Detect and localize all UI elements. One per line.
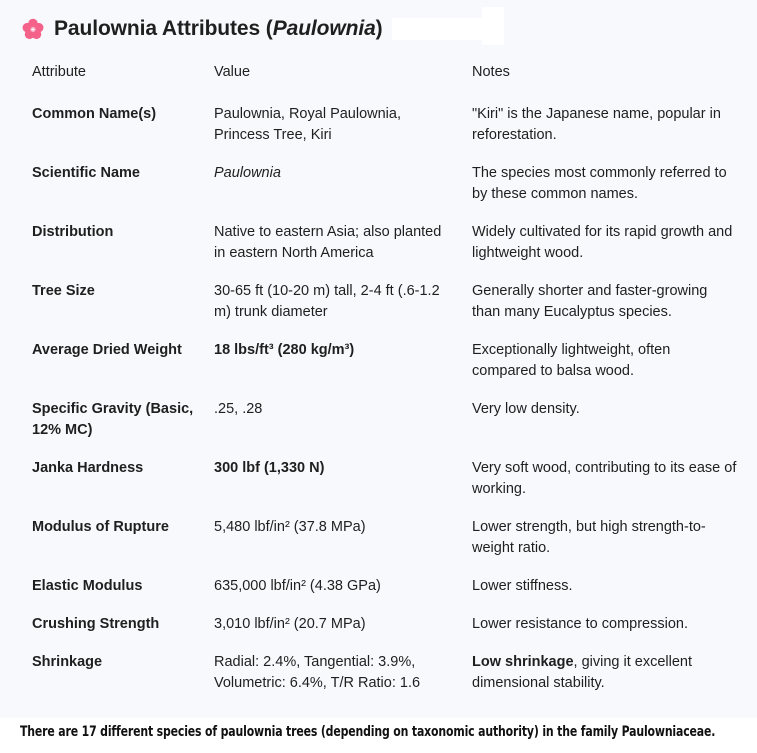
table-row bbox=[22, 606, 747, 644]
notes-cell: Lower stiffness. bbox=[472, 578, 573, 594]
attribute-cell: Average Dried Weight bbox=[32, 342, 182, 358]
redaction-block bbox=[482, 7, 504, 45]
attribute-cell: Specific Gravity (Basic, 12% MC) bbox=[32, 401, 194, 438]
attribute-cell: Janka Hardness bbox=[32, 460, 144, 476]
notes-cell: Very low density. bbox=[472, 401, 580, 417]
value-cell: 5,480 lbf/in² (37.8 MPa) bbox=[214, 519, 366, 535]
table-row bbox=[22, 155, 747, 214]
table-row bbox=[22, 644, 747, 703]
redaction-block bbox=[392, 18, 482, 40]
notes-text: , giving it excellent dimensional stability. bbox=[472, 654, 693, 691]
attribute-cell: Scientific Name bbox=[32, 165, 140, 181]
attribute-cell: Elastic Modulus bbox=[32, 578, 143, 594]
column-header-attribute: Attribute bbox=[32, 64, 86, 80]
notes-emphasis: Low shrinkage bbox=[472, 654, 574, 670]
notes-cell: "Kiri" is the Japanese name, popular in reforestation. bbox=[472, 106, 721, 143]
notes-cell: Widely cultivated for its rapid growth and lightweight wood. bbox=[472, 224, 733, 261]
table-row bbox=[22, 214, 747, 273]
column-header-notes: Notes bbox=[472, 64, 510, 80]
table-row bbox=[22, 391, 747, 450]
value-cell: Native to eastern Asia; also planted in eastern North America bbox=[214, 224, 442, 261]
value-cell: 18 lbs/ft³ (280 kg/m³) bbox=[214, 342, 355, 358]
table-row bbox=[22, 568, 747, 606]
table-row bbox=[22, 509, 747, 568]
page-header bbox=[22, 14, 383, 44]
image-caption: There are 17 different species of paulownia trees (depending on taxonomic authority) in the family Paulowniaceae. bbox=[20, 724, 716, 740]
value-cell: 635,000 lbf/in² (4.38 GPa) bbox=[214, 578, 381, 594]
table-header-row bbox=[22, 55, 747, 96]
notes-cell: Very soft wood, contributing to its ease of working. bbox=[472, 460, 737, 497]
page-title: Paulownia Attributes (Paulownia) bbox=[54, 17, 383, 40]
table-row bbox=[22, 332, 747, 391]
notes-cell: Lower resistance to compression. bbox=[472, 616, 688, 632]
notes-cell: The species most commonly referred to by these common names. bbox=[472, 165, 727, 202]
attribute-cell: Common Name(s) bbox=[32, 106, 157, 122]
value-cell: Paulownia bbox=[214, 165, 281, 181]
notes-cell bbox=[462, 644, 747, 703]
table-row bbox=[22, 96, 747, 155]
table-row bbox=[22, 450, 747, 509]
notes-cell: Exceptionally lightweight, often compared to balsa wood. bbox=[472, 342, 671, 379]
attributes-table bbox=[22, 55, 747, 703]
table-row bbox=[22, 273, 747, 332]
attribute-cell: Crushing Strength bbox=[32, 616, 160, 632]
cherry-blossom-icon bbox=[22, 18, 44, 40]
attribute-cell: Shrinkage bbox=[32, 654, 103, 670]
value-cell: .25, .28 bbox=[214, 401, 263, 417]
column-header-value: Value bbox=[214, 64, 251, 80]
attribute-cell: Distribution bbox=[32, 224, 114, 240]
notes-cell: Lower strength, but high strength-to-weight ratio. bbox=[472, 519, 706, 556]
value-cell: Radial: 2.4%, Tangential: 3.9%, Volumetric: 6.4%, T/R Ratio: 1.6 bbox=[214, 654, 421, 691]
notes-cell: Generally shorter and faster-growing than many Eucalyptus species. bbox=[472, 283, 708, 320]
attribute-cell: Tree Size bbox=[32, 283, 95, 299]
value-cell: 300 lbf (1,330 N) bbox=[214, 460, 325, 476]
value-cell: Paulownia, Royal Paulownia, Princess Tree, Kiri bbox=[214, 106, 401, 143]
value-cell: 3,010 lbf/in² (20.7 MPa) bbox=[214, 616, 366, 632]
attribute-cell: Modulus of Rupture bbox=[32, 519, 169, 535]
value-cell: 30-65 ft (10-20 m) tall, 2-4 ft (.6-1.2 m) trunk diameter bbox=[214, 283, 440, 320]
